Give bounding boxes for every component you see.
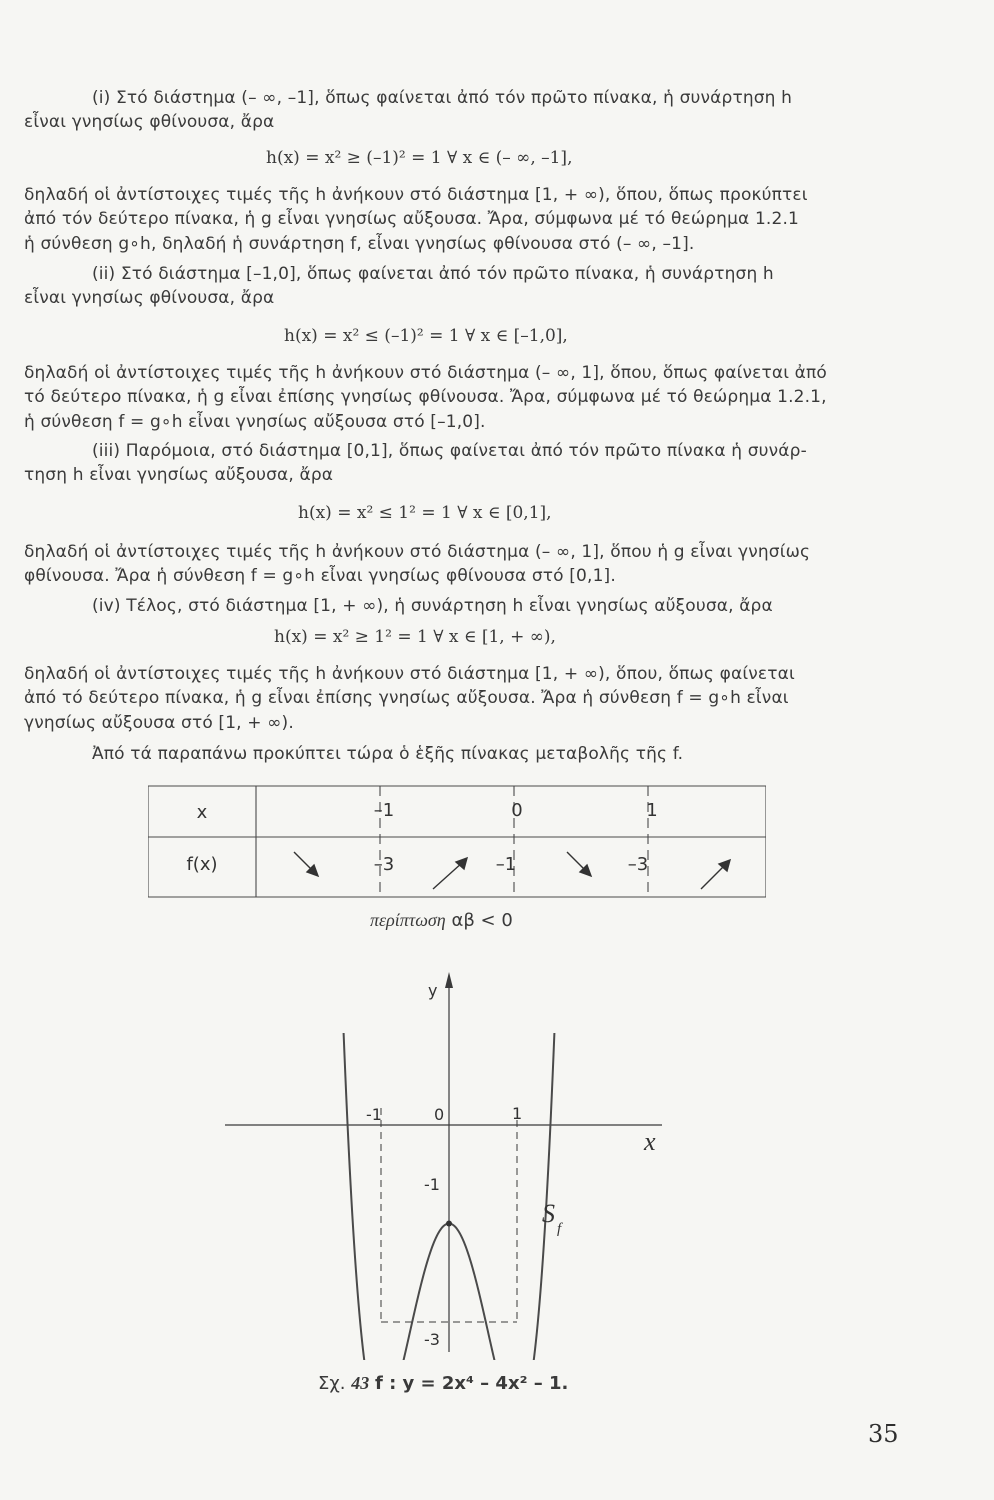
graph-svg <box>200 968 700 1360</box>
tick-label-minus-one: -1 <box>366 1105 382 1124</box>
arrow-decreasing-icon <box>567 852 591 876</box>
paragraph-iv-continued <box>24 662 908 735</box>
tick-label-zero: 0 <box>434 1105 445 1124</box>
x-value-one: 1 <box>646 800 658 821</box>
text-line: τηση h εἶναι γνησίως αὔξουσα, ἄρα <box>24 465 334 486</box>
tick-label-f-zero: -1 <box>424 1175 440 1194</box>
formula-3: h(x) = x² ≤ 1² = 1 ∀ x ∈ [0,1], <box>298 503 552 523</box>
y-axis-label: y <box>428 981 438 1000</box>
paragraph-conclusion <box>24 742 908 766</box>
text-line: δηλαδή οἱ ἀντίστοιχες τιμές τῆς h ἀνήκουν στό διάστημα (– ∞, 1], ὅπου ἡ g εἶναι γνησίως <box>24 542 811 562</box>
text-line: ἡ σύνθεση g∘h, δηλαδή ἡ συνάρτηση f, εἶναι γνησίως φθίνουσα στό (– ∞, –1]. <box>24 233 695 254</box>
row-label-x: x <box>196 802 208 823</box>
function-graph <box>200 968 700 1360</box>
paragraph-iii <box>24 439 908 488</box>
row-label-fx: f(x) <box>186 854 218 875</box>
x-value-minus-one: –1 <box>373 800 395 821</box>
arrow-increasing-icon <box>701 860 730 889</box>
formula-1: h(x) = x² ≥ (–1)² = 1 ∀ x ∈ (– ∞, –1], <box>266 148 573 168</box>
page-number: 35 <box>868 1420 899 1448</box>
paragraph-ii-continued <box>24 361 908 434</box>
paragraph-iii-continued <box>24 540 908 589</box>
text-line: φθίνουσα. Ἄρα ἡ σύνθεση f = g∘h εἶναι γνησίως φθίνουσα στό [0,1]. <box>24 566 616 587</box>
f-value-max: –1 <box>495 854 517 875</box>
paragraph-ii <box>24 262 908 311</box>
text-line: ἀπό τόν δεύτερο πίνακα, ἡ g εἶναι γνησίως αὔξουσα. Ἄρα, σύμφωνα μέ τό θεώρημα 1.2.1 <box>24 209 799 230</box>
curve-label: S <box>542 1199 555 1228</box>
text-line: ἡ σύνθεση f = g∘h εἶναι γνησίως αὔξουσα στό [–1,0]. <box>24 411 486 432</box>
figure-label: Σχ. <box>318 1373 346 1394</box>
formula-2: h(x) = x² ≤ (–1)² = 1 ∀ x ∈ [–1,0], <box>284 326 568 346</box>
f-value-min-left: –3 <box>373 854 395 875</box>
y-axis-arrow-icon <box>445 972 453 988</box>
case-caption <box>370 910 513 931</box>
tick-label-one: 1 <box>512 1104 523 1123</box>
text-line: δηλαδή οἱ ἀντίστοιχες τιμές τῆς h ἀνήκουν στό διάστημα [1, + ∞), ὅπου, ὅπως προκύπτει <box>24 185 808 205</box>
x-axis-label: x <box>644 1127 656 1156</box>
variation-table <box>148 784 766 899</box>
point-local-max <box>446 1221 452 1227</box>
figure-number: 43 <box>351 1373 370 1393</box>
text-line: Ἀπό τά παραπάνω προκύπτει τώρα ὁ ἑξῆς πίνακας μεταβολῆς τῆς f. <box>92 744 684 764</box>
text-line: δηλαδή οἱ ἀντίστοιχες τιμές τῆς h ἀνήκουν στό διάστημα [1, + ∞), ὅπου, ὅπως φαίνεται <box>24 664 795 684</box>
text-line: δηλαδή οἱ ἀντίστοιχες τιμές τῆς h ἀνήκουν στό διάστημα (– ∞, 1], ὅπου, ὅπως φαίνεται ἀπό <box>24 363 827 383</box>
text-line: εἶναι γνησίως φθίνουσα, ἄρα <box>24 288 275 309</box>
text-line: (iv) Τέλος, στό διάστημα [1, + ∞), ἡ συνάρτηση h εἶναι γνησίως αὔξουσα, ἄρα <box>92 596 773 616</box>
text-line: (iii) Παρόμοια, στό διάστημα [0,1], ὅπως φαίνεται ἀπό τόν πρῶτο πίνακα ἡ συνάρ- <box>92 441 807 461</box>
arrow-decreasing-icon <box>294 852 318 876</box>
formula-4: h(x) = x² ≥ 1² = 1 ∀ x ∈ [1, + ∞), <box>274 627 556 647</box>
x-value-zero: 0 <box>511 800 523 821</box>
paragraph-i-continued <box>24 183 908 256</box>
case-caption-condition: αβ < 0 <box>451 910 513 931</box>
tick-label-f-min: -3 <box>424 1330 440 1349</box>
text-line: γνησίως αὔξουσα στό [1, + ∞). <box>24 712 294 733</box>
paragraph-i <box>24 86 908 135</box>
figure-caption <box>318 1373 568 1394</box>
text-line: (i) Στό διάστημα (– ∞, –1], ὅπως φαίνεται ἀπό τόν πρῶτο πίνακα, ἡ συνάρτηση h <box>92 88 793 108</box>
arrow-increasing-icon <box>433 858 467 889</box>
f-value-min-right: –3 <box>627 854 649 875</box>
curve-label-subscript: f <box>557 1221 562 1237</box>
text-line: (ii) Στό διάστημα [–1,0], ὅπως φαίνεται ἀπό τόν πρῶτο πίνακα, ἡ συνάρτηση h <box>92 264 774 284</box>
figure-equation: f : y = 2x⁴ – 4x² – 1. <box>374 1373 569 1394</box>
case-caption-italic: περίπτωση <box>370 910 446 930</box>
text-line: εἶναι γνησίως φθίνουσα, ἄρα <box>24 112 275 133</box>
text-line: τό δεύτερο πίνακα, ἡ g εἶναι ἐπίσης γνησίως φθίνουσα. Ἄρα, σύμφωνα μέ τό θεώρημα 1.2.1, <box>24 387 827 408</box>
variation-table-svg <box>148 784 766 899</box>
text-line: ἀπό τό δεύτερο πίνακα, ἡ g εἶναι ἐπίσης γνησίως αὔξουσα. Ἄρα ἡ σύνθεση f = g∘h εἶναι <box>24 688 789 709</box>
paragraph-iv <box>24 594 908 618</box>
